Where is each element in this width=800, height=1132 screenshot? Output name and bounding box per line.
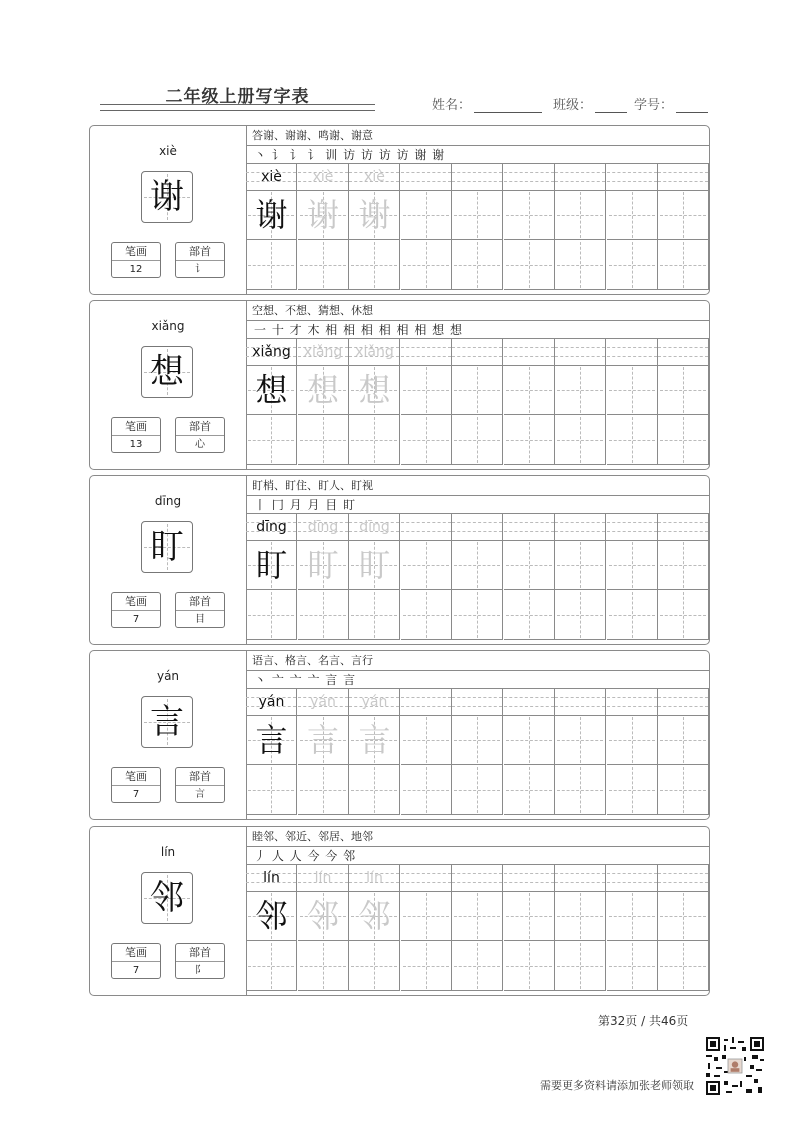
- stroke-order-sequence: 丶 讠 讠 讠 训 访 访 访 访 谢 谢: [254, 148, 446, 162]
- character-practice-row: [246, 240, 710, 290]
- character-cell[interactable]: [504, 941, 555, 991]
- character-cell[interactable]: [401, 891, 452, 941]
- character-cell[interactable]: [555, 715, 606, 765]
- character-card: [89, 475, 710, 645]
- character-cell[interactable]: [298, 365, 349, 415]
- character-cell[interactable]: [607, 240, 658, 290]
- character-cell[interactable]: [658, 590, 709, 640]
- pinyin-cell[interactable]: [658, 339, 709, 365]
- stroke-order-sequence: 丿 人 人 今 今 邻: [254, 849, 357, 863]
- character-cell[interactable]: [298, 240, 349, 290]
- pinyin-practice-text: xiǎng: [252, 344, 291, 360]
- character-cell[interactable]: [658, 715, 709, 765]
- character-cell[interactable]: [607, 590, 658, 640]
- character-box: [141, 171, 193, 223]
- character-cell[interactable]: [298, 891, 349, 941]
- character-cell[interactable]: [246, 365, 297, 415]
- character-cell[interactable]: [607, 891, 658, 941]
- pinyin-cell[interactable]: [555, 865, 606, 891]
- character-cell[interactable]: [504, 240, 555, 290]
- name-line[interactable]: [474, 99, 542, 113]
- character-box: [141, 521, 193, 573]
- character-practice-text: 盯: [306, 546, 339, 584]
- character-cell[interactable]: [607, 765, 658, 815]
- stroke-count-box: [111, 417, 161, 453]
- character-cell[interactable]: [349, 891, 400, 941]
- class-label: 班级：: [553, 98, 593, 113]
- qr-code-icon: [706, 1037, 764, 1095]
- character-practice-text: 言: [358, 721, 391, 759]
- character-cell[interactable]: [298, 415, 349, 465]
- pinyin-practice-text: xiè: [364, 169, 385, 185]
- character-cell[interactable]: [246, 891, 297, 941]
- character-cell[interactable]: [452, 540, 503, 590]
- character-cell[interactable]: [349, 941, 400, 991]
- radical-box: [175, 943, 225, 979]
- pinyin-cell[interactable]: [555, 514, 606, 540]
- pinyin-cell[interactable]: [607, 339, 658, 365]
- pinyin-cell[interactable]: [504, 339, 555, 365]
- character-cell[interactable]: [401, 240, 452, 290]
- character-practice-text: 盯: [358, 546, 391, 584]
- character-cell[interactable]: [555, 365, 606, 415]
- character-cell[interactable]: [298, 590, 349, 640]
- stroke-count-label: 笔画: [112, 768, 160, 786]
- stroke-order: [254, 671, 356, 689]
- character-summary: [90, 126, 247, 294]
- stroke-count-box: [111, 943, 161, 979]
- character-display: 谢: [150, 177, 184, 217]
- character-cell[interactable]: [504, 190, 555, 240]
- character-practice-text: 盯: [255, 546, 288, 584]
- character-cell[interactable]: [607, 415, 658, 465]
- character-cell[interactable]: [401, 715, 452, 765]
- pinyin-cell[interactable]: [555, 339, 606, 365]
- stroke-count-value: 12: [129, 264, 143, 275]
- stroke-order-sequence: 丶 亠 亠 亠 言 言: [254, 673, 357, 687]
- character-practice-row: [246, 941, 710, 991]
- character-box: [141, 346, 193, 398]
- character-cell[interactable]: [607, 715, 658, 765]
- stroke-count-box: [111, 592, 161, 628]
- character-cell[interactable]: [504, 415, 555, 465]
- stroke-count-label: 笔画: [112, 243, 160, 261]
- character-cell[interactable]: [452, 765, 503, 815]
- stroke-order: [254, 146, 445, 164]
- character-practice-row: [246, 891, 710, 941]
- stroke-count-label: 笔画: [112, 593, 160, 611]
- example-words: 睦邻、邻近、邻居、地邻: [252, 830, 373, 843]
- stroke-count-value: 7: [132, 614, 140, 625]
- pinyin-cell[interactable]: [452, 514, 503, 540]
- stroke-order-sequence: 丨 冂 月 月 目 盯: [254, 498, 357, 512]
- pinyin-cell[interactable]: [349, 514, 400, 540]
- stroke-order: [254, 847, 356, 865]
- page-number: 第32页 / 共46页: [598, 1014, 689, 1028]
- character-cell[interactable]: [452, 240, 503, 290]
- pinyin-practice-text: xiè: [312, 169, 334, 185]
- character-practice-text: 想: [358, 371, 391, 409]
- pinyin-cell[interactable]: [246, 339, 297, 365]
- pinyin-cell[interactable]: [401, 339, 452, 365]
- character-cell[interactable]: [607, 190, 658, 240]
- pinyin-cell[interactable]: [607, 164, 658, 190]
- character-cell[interactable]: [298, 715, 349, 765]
- id-line[interactable]: [676, 99, 708, 113]
- pinyin-cell[interactable]: [504, 689, 555, 715]
- footer-note: 需要更多资料请添加张老师领取: [540, 1079, 694, 1092]
- pinyin-cell[interactable]: [349, 164, 400, 190]
- practice-area: [246, 126, 709, 294]
- pinyin-cell[interactable]: [298, 689, 349, 715]
- pinyin-cell[interactable]: [401, 865, 452, 891]
- character-cell[interactable]: [504, 715, 555, 765]
- character-cell[interactable]: [298, 765, 349, 815]
- pinyin-cell[interactable]: [246, 689, 297, 715]
- id-field[interactable]: [634, 94, 708, 113]
- character-practice-row: [246, 365, 710, 415]
- character-practice-text: 邻: [306, 897, 339, 935]
- character-display: 邻: [150, 878, 184, 918]
- pinyin-cell[interactable]: [504, 865, 555, 891]
- character-cell[interactable]: [349, 415, 400, 465]
- character-cell[interactable]: [658, 891, 709, 941]
- pinyin-cell[interactable]: [349, 689, 400, 715]
- pinyin-cell[interactable]: [658, 514, 709, 540]
- class-line[interactable]: [595, 99, 627, 113]
- pinyin-cell[interactable]: [298, 164, 349, 190]
- character-practice-row: [246, 715, 710, 765]
- character-cell[interactable]: [349, 240, 400, 290]
- pinyin-cell[interactable]: [607, 514, 658, 540]
- character-cell[interactable]: [658, 540, 709, 590]
- character-cell[interactable]: [555, 190, 606, 240]
- character-cell[interactable]: [349, 190, 400, 240]
- stroke-order-sequence: 一 十 才 木 相 相 相 相 相 相 想 想: [254, 323, 463, 337]
- character-cell[interactable]: [555, 891, 606, 941]
- pinyin-cell[interactable]: [401, 164, 452, 190]
- character-cell[interactable]: [246, 540, 297, 590]
- pinyin-cell[interactable]: [349, 865, 400, 891]
- character-cell[interactable]: [401, 590, 452, 640]
- character-cell[interactable]: [246, 240, 297, 290]
- pinyin-cell[interactable]: [607, 865, 658, 891]
- pinyin-cell[interactable]: [349, 339, 400, 365]
- character-practice-row: [246, 765, 710, 815]
- radical-box: [175, 767, 225, 803]
- pinyin-practice-text: yán: [310, 694, 336, 710]
- character-cell[interactable]: [504, 590, 555, 640]
- character-cell[interactable]: [504, 540, 555, 590]
- character-practice-text: 谢: [255, 196, 288, 234]
- character-cell[interactable]: [401, 941, 452, 991]
- character-cell[interactable]: [298, 540, 349, 590]
- character-summary: [90, 651, 247, 819]
- radical-label: 部首: [176, 944, 224, 962]
- radical-box: [175, 592, 225, 628]
- radical-label: 部首: [176, 418, 224, 436]
- character-cell[interactable]: [607, 365, 658, 415]
- radical-box: [175, 417, 225, 453]
- character-cell[interactable]: [349, 540, 400, 590]
- pinyin-practice-row: [246, 339, 710, 366]
- stroke-count-label: 笔画: [112, 944, 160, 962]
- character-card: [89, 300, 710, 470]
- character-cell[interactable]: [555, 765, 606, 815]
- character-cell[interactable]: [555, 540, 606, 590]
- character-practice-text: 想: [255, 371, 288, 409]
- pinyin-cell[interactable]: [658, 865, 709, 891]
- pinyin-practice-text: xiǎng: [303, 344, 343, 360]
- pinyin-cell[interactable]: [607, 689, 658, 715]
- pinyin-cell[interactable]: [452, 339, 503, 365]
- character-cell[interactable]: [298, 941, 349, 991]
- character-practice-text: 言: [306, 721, 339, 759]
- character-cell[interactable]: [452, 415, 503, 465]
- character-card: [89, 650, 710, 820]
- radical-value: 目: [195, 614, 205, 625]
- character-cell[interactable]: [504, 765, 555, 815]
- character-cell[interactable]: [246, 715, 297, 765]
- pinyin-practice-row: [246, 514, 710, 541]
- character-cell[interactable]: [658, 415, 709, 465]
- pinyin-practice-text: xiè: [261, 169, 282, 185]
- character-cell[interactable]: [658, 190, 709, 240]
- pinyin-practice-text: yán: [361, 694, 388, 710]
- name-field[interactable]: [432, 94, 542, 113]
- character-practice-row: [246, 590, 710, 640]
- character-cell[interactable]: [401, 365, 452, 415]
- character-cell[interactable]: [452, 891, 503, 941]
- example-words: 盯梢、盯住、盯人、盯视: [252, 479, 373, 492]
- character-practice-row: [246, 540, 710, 590]
- character-cell[interactable]: [658, 365, 709, 415]
- example-words: 答谢、谢谢、鸣谢、谢意: [252, 129, 373, 142]
- name-label: 姓名：: [432, 98, 472, 113]
- character-cell[interactable]: [452, 590, 503, 640]
- pinyin-practice-text: dīng: [307, 519, 339, 535]
- pinyin-practice-text: dīng: [359, 519, 390, 535]
- character-cell[interactable]: [658, 765, 709, 815]
- character-cell[interactable]: [349, 365, 400, 415]
- pinyin-cell[interactable]: [555, 164, 606, 190]
- character-cell[interactable]: [401, 190, 452, 240]
- character-cell[interactable]: [504, 365, 555, 415]
- pinyin-practice-text: lín: [314, 870, 332, 886]
- stroke-order: [254, 321, 463, 339]
- pinyin-label: xiè: [159, 144, 177, 158]
- character-practice-text: 邻: [358, 897, 391, 935]
- pinyin-practice-row: [246, 689, 710, 716]
- pinyin-cell[interactable]: [401, 514, 452, 540]
- pinyin-cell[interactable]: [504, 514, 555, 540]
- character-summary: [90, 476, 247, 644]
- character-box: [141, 872, 193, 924]
- character-practice-text: 谢: [358, 196, 391, 234]
- stroke-count-value: 7: [132, 965, 140, 976]
- pinyin-cell[interactable]: [298, 514, 349, 540]
- character-cell[interactable]: [555, 415, 606, 465]
- character-display: 盯: [150, 527, 184, 567]
- stroke-count-value: 13: [129, 439, 143, 450]
- character-cell[interactable]: [452, 365, 503, 415]
- pinyin-practice-text: lín: [366, 870, 383, 886]
- character-cell[interactable]: [401, 415, 452, 465]
- radical-value: 言: [195, 789, 205, 800]
- pinyin-cell[interactable]: [298, 865, 349, 891]
- pinyin-cell[interactable]: [246, 865, 297, 891]
- pinyin-cell[interactable]: [555, 689, 606, 715]
- pinyin-label: lín: [160, 845, 176, 859]
- pinyin-cell[interactable]: [246, 164, 297, 190]
- stroke-count-label: 笔画: [112, 418, 160, 436]
- character-display: 想: [150, 352, 184, 392]
- character-practice-row: [246, 415, 710, 465]
- character-cell[interactable]: [246, 765, 297, 815]
- character-cell[interactable]: [349, 590, 400, 640]
- pinyin-cell[interactable]: [452, 689, 503, 715]
- character-cell[interactable]: [555, 941, 606, 991]
- character-display: 言: [150, 702, 184, 742]
- stroke-count-value: 7: [132, 789, 140, 800]
- character-practice-text: 言: [255, 721, 288, 759]
- pinyin-cell[interactable]: [452, 865, 503, 891]
- pinyin-label: xiǎng: [151, 319, 185, 333]
- character-cell[interactable]: [349, 765, 400, 815]
- character-cell[interactable]: [658, 941, 709, 991]
- pinyin-practice-row: [246, 164, 710, 191]
- radical-value: 讠: [195, 264, 205, 275]
- pinyin-cell[interactable]: [504, 164, 555, 190]
- title-underline: [100, 104, 375, 111]
- character-summary: [90, 827, 247, 995]
- stroke-count-box: [111, 242, 161, 278]
- character-practice-text: 邻: [255, 897, 288, 935]
- character-cell[interactable]: [246, 415, 297, 465]
- radical-value: 阝: [195, 965, 205, 976]
- radical-label: 部首: [176, 243, 224, 261]
- id-label: 学号：: [634, 98, 674, 113]
- pinyin-practice-text: lín: [263, 870, 280, 886]
- character-practice-text: 谢: [306, 196, 339, 234]
- radical-label: 部首: [176, 768, 224, 786]
- radical-box: [175, 242, 225, 278]
- page-title: 二年级上册写字表: [165, 87, 310, 107]
- character-card: [89, 826, 710, 996]
- stroke-order: [254, 496, 356, 514]
- radical-value: 心: [195, 439, 205, 450]
- character-cell[interactable]: [298, 190, 349, 240]
- character-practice-text: 想: [306, 371, 339, 409]
- pinyin-cell[interactable]: [658, 164, 709, 190]
- pinyin-cell[interactable]: [658, 689, 709, 715]
- character-cell[interactable]: [246, 941, 297, 991]
- character-cell[interactable]: [504, 891, 555, 941]
- radical-label: 部首: [176, 593, 224, 611]
- character-cell[interactable]: [401, 540, 452, 590]
- character-cell[interactable]: [607, 540, 658, 590]
- pinyin-cell[interactable]: [246, 514, 297, 540]
- character-cell[interactable]: [452, 190, 503, 240]
- character-cell[interactable]: [555, 590, 606, 640]
- practice-area: [246, 651, 709, 819]
- pinyin-practice-text: dīng: [256, 519, 287, 535]
- character-cell[interactable]: [246, 190, 297, 240]
- character-cell[interactable]: [246, 590, 297, 640]
- character-box: [141, 696, 193, 748]
- stroke-count-box: [111, 767, 161, 803]
- pinyin-practice-text: yán: [258, 694, 285, 710]
- example-words: 语言、格言、名言、言行: [252, 654, 373, 667]
- character-cell[interactable]: [555, 240, 606, 290]
- pinyin-practice-text: xiǎng: [355, 344, 394, 360]
- character-cell[interactable]: [401, 765, 452, 815]
- character-summary: [90, 301, 247, 469]
- pinyin-label: dīng: [154, 494, 182, 508]
- character-card: [89, 125, 710, 295]
- pinyin-cell[interactable]: [298, 339, 349, 365]
- practice-area: [246, 301, 709, 469]
- pinyin-practice-row: [246, 865, 710, 892]
- character-cell[interactable]: [452, 941, 503, 991]
- character-cell[interactable]: [349, 715, 400, 765]
- practice-area: [246, 827, 709, 995]
- character-practice-row: [246, 190, 710, 240]
- character-cell[interactable]: [607, 941, 658, 991]
- example-words: 空想、不想、猜想、休想: [252, 304, 373, 317]
- practice-area: [246, 476, 709, 644]
- class-field[interactable]: [553, 94, 627, 113]
- pinyin-cell[interactable]: [452, 164, 503, 190]
- pinyin-cell[interactable]: [401, 689, 452, 715]
- character-cell[interactable]: [658, 240, 709, 290]
- pinyin-label: yán: [156, 669, 180, 683]
- character-cell[interactable]: [452, 715, 503, 765]
